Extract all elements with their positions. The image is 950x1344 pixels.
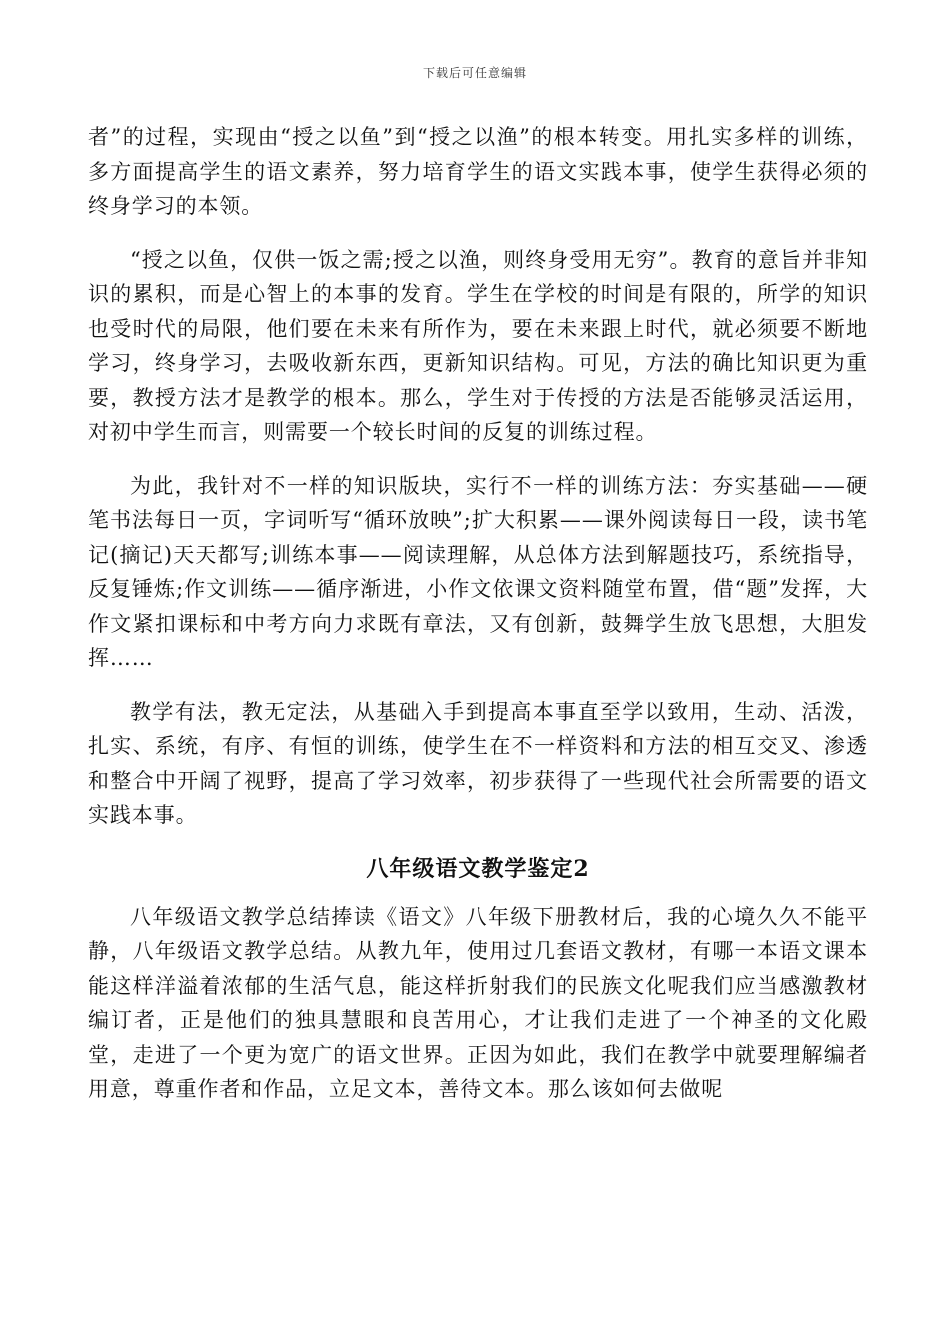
- paragraph: “授之以鱼，仅供一饭之需;授之以渔，则终身受用无穷”。教育的意旨并非知识的累积，而是心智上的本事的发育。学生在学校的时间是有限的，所学的知识也受时代的局限，他们要在未来有所作为，要在未来跟上时代，就必须要不断地学习，终身学习，去吸收新东西，更新知识结构。可见，方法的确比知识更为重要，教授方法才是教学的根本。那么，学生对于传授的方法是否能够灵活运用，对初中学生而言，则需要一个较长时间的反复的训练过程。: [88, 247, 868, 444]
- paragraph: 教学有法，教无定法，从基础入手到提高本事直至学以致用，生动、活泼，扎实、系统，有序、有恒的训练，使学生在不一样资料和方法的相互交叉、渗透和整合中开阔了视野，提高了学习效率，初步获得了一些现代社会所需要的语文实践本事。: [88, 699, 868, 827]
- paragraph-continued: 者”的过程，实现由“授之以鱼”到“授之以渔”的根本转变。用扎实多样的训练，多方面提高学生的语文素养，努力培育学生的语文实践本事，使学生获得必须的终身学习的本领。: [88, 125, 868, 218]
- paragraph: 八年级语文教学总结捧读《语文》八年级下册教材后，我的心境久久不能平静，八年级语文教学总结。从教九年，使用过几套语文教材，有哪一本语文课本能这样洋溢着浓郁的生活气息，能这样折射我们的民族文化呢我们应当感激教材编订者，正是他们的独具慧眼和良苦用心，才让我们走进了一个神圣的文化殿堂，走进了一个更为宽广的语文世界。正因为如此，我们在教学中就要理解编者用意，尊重作者和作品，立足文本，善待文本。那么该如何去做呢: [88, 904, 868, 1101]
- document-body: [88, 120, 868, 1126]
- page-header-note: 下载后可任意编辑: [422, 66, 527, 80]
- paragraph: 为此，我针对不一样的知识版块，实行不一样的训练方法：夯实基础——硬笔书法每日一页，字词听写“循环放映”;扩大积累——课外阅读每日一段，读书笔记(摘记)天天都写;训练本事——阅读理解，从总体方法到解题技巧，系统指导，反复锤炼;作文训练——循序渐进，小作文依课文资料随堂布置，借“题”发挥，大作文紧扣课标和中考方向力求既有章法，又有创新，鼓舞学生放飞思想，大胆发挥……: [88, 473, 868, 670]
- section-title: 八年级语文教学鉴定2: [366, 855, 590, 882]
